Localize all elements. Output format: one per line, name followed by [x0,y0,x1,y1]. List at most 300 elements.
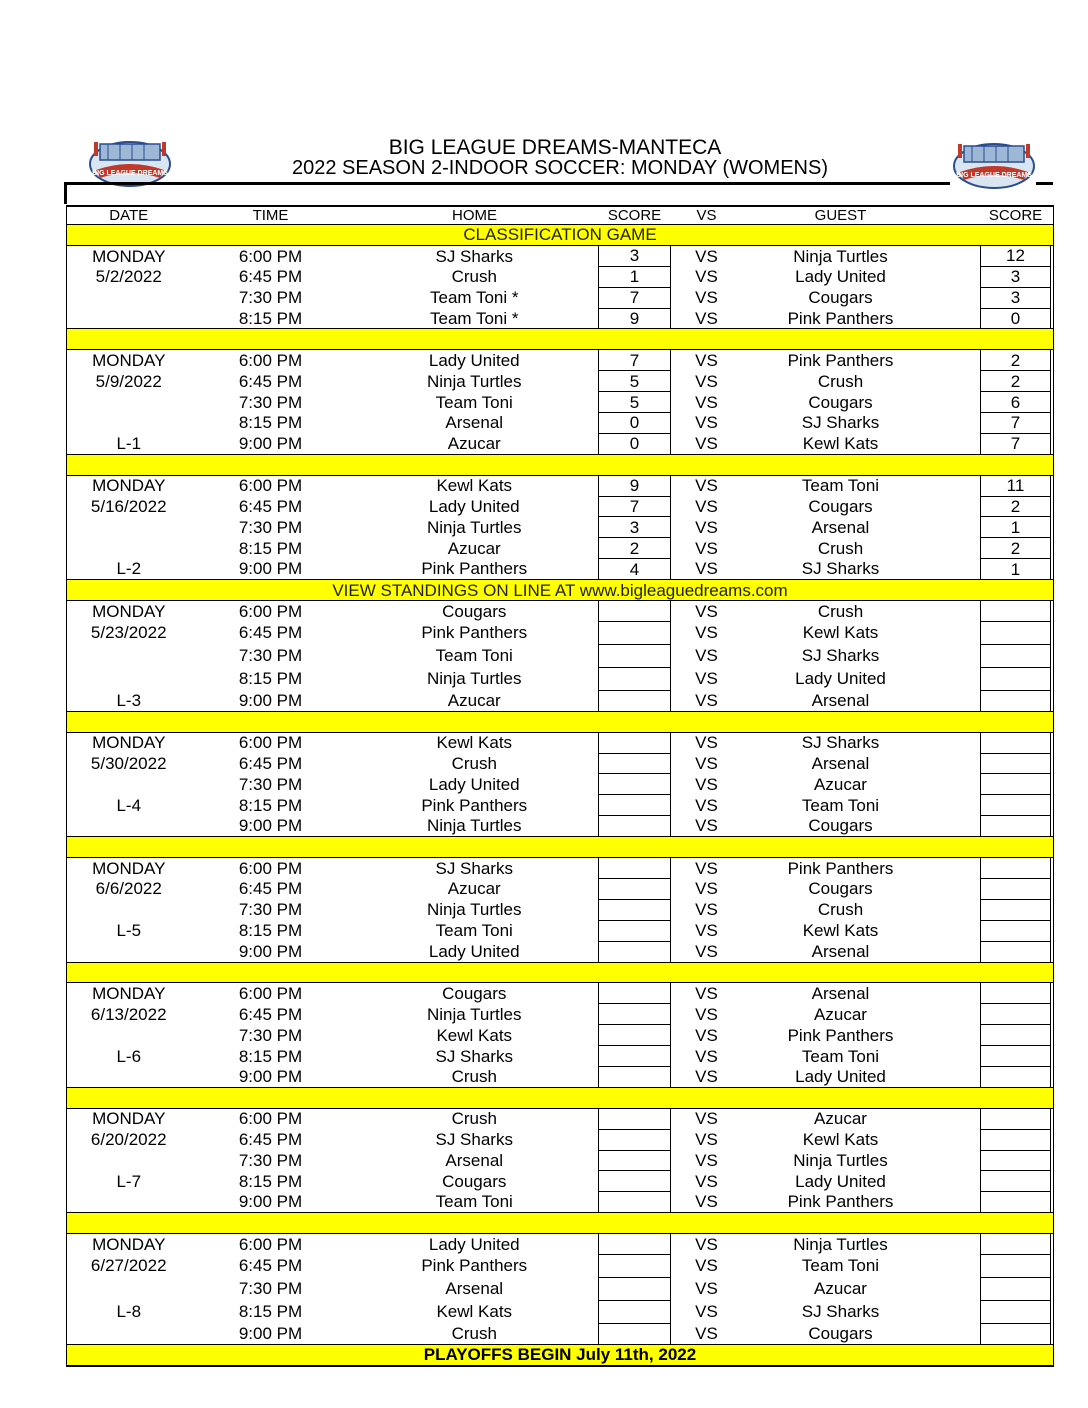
guest-team: Lady United [795,1067,886,1087]
time-cell: 7:30 PM [238,517,303,537]
time-cell: 6:45 PM [238,267,303,287]
gap-cell [953,371,981,392]
vs-cell: VS [695,774,718,794]
time-cell: 6:45 PM [238,1256,303,1276]
gap-cell [953,1192,981,1213]
vs-cell: VS [695,1109,718,1129]
date-cell: L-5 [116,921,142,941]
gap-cell [671,1129,685,1150]
gap-cell [953,644,981,667]
home-team: Arsenal [445,413,504,433]
time-cell: 9:00 PM [238,1067,303,1087]
gap-cell [953,350,981,371]
edge-cell [1051,1108,1054,1129]
guest-score [981,1254,1051,1277]
time-cell: 7:30 PM [238,774,303,794]
week-separator-row [67,1087,1054,1108]
gap-cell [671,983,685,1004]
week-separator-row [67,329,1054,350]
svg-text:BIG LEAGUE DREAMS: BIG LEAGUE DREAMS [956,172,1032,179]
edge-cell [1051,941,1054,962]
vs-cell: VS [695,1279,718,1299]
guest-score [981,858,1051,879]
gap-cell [953,308,981,329]
home-team: Cougars [442,984,507,1004]
edge-cell [1051,1129,1054,1150]
date-cell: MONDAY [92,984,166,1004]
vs-cell: VS [695,1302,718,1322]
time-cell: 9:00 PM [238,816,303,836]
time-cell: 8:15 PM [238,795,303,815]
date-cell: 6/20/2022 [90,1130,167,1150]
home-team: Ninja Turtles [427,669,522,689]
home-team: Pink Panthers [421,623,528,643]
header-tick [64,182,67,204]
home-score: 3 [599,245,671,266]
col-score-home: SCORE [599,206,671,225]
home-score [599,878,671,899]
date-cell: 5/30/2022 [90,754,167,774]
gap-cell [953,496,981,517]
home-team: Ninja Turtles [427,1004,522,1024]
home-score [599,816,671,837]
guest-score [981,667,1051,690]
gap-cell [671,1004,685,1025]
home-score [599,1025,671,1046]
gap-cell [671,732,685,753]
game-row [67,816,1054,837]
time-cell: 6:00 PM [238,601,303,621]
column-header-row [67,206,1054,225]
edge-cell [1051,690,1054,711]
vs-cell: VS [695,816,718,836]
gap-cell [671,858,685,879]
date-cell: L-7 [116,1171,142,1191]
gap-cell [671,1254,685,1277]
game-row [67,245,1054,266]
game-row [67,287,1054,308]
time-cell: 7:30 PM [238,1025,303,1045]
guest-score: 7 [981,433,1051,454]
vs-cell: VS [695,288,718,308]
guest-score: 3 [981,287,1051,308]
gap-cell [671,496,685,517]
guest-team: Lady United [795,669,886,689]
gap-cell [671,1171,685,1192]
guest-team: Cougars [808,497,873,517]
gap-cell [953,266,981,287]
gap-cell [953,1046,981,1067]
home-team: Ninja Turtles [427,517,522,537]
guest-team: Cougars [808,816,873,836]
week-separator-banner [67,1087,1054,1108]
gap-cell [671,1323,685,1344]
edge-cell [1051,1323,1054,1344]
guest-team: Pink Panthers [787,351,894,371]
game-row [67,1108,1054,1129]
game-row [67,413,1054,434]
week-separator-row [67,837,1054,858]
guest-score: 2 [981,350,1051,371]
home-score [599,1234,671,1255]
guest-score [981,774,1051,795]
gap-cell [671,774,685,795]
date-cell [67,1025,191,1046]
game-row [67,475,1054,496]
date-cell [67,517,191,538]
guest-score [981,878,1051,899]
game-row [67,1025,1054,1046]
home-team: Lady United [428,941,520,961]
guest-score [981,1108,1051,1129]
home-team: Team Toni [435,646,513,666]
home-score [599,1254,671,1277]
vs-cell: VS [695,1324,718,1344]
col-vs: VS [685,206,729,225]
guest-team: Pink Panthers [787,858,894,878]
home-team: Azucar [447,691,501,711]
home-team: Arsenal [445,1279,504,1299]
guest-team: Lady United [795,1171,886,1191]
home-score [599,621,671,644]
guest-score [981,1300,1051,1323]
game-row [67,732,1054,753]
col-home: HOME [351,206,599,225]
home-score [599,1046,671,1067]
vs-cell: VS [695,669,718,689]
gap-cell [671,245,685,266]
home-team: Azucar [447,434,501,454]
gap-cell [953,878,981,899]
gap-cell [671,1277,685,1300]
vs-cell: VS [695,476,718,496]
guest-score: 7 [981,413,1051,434]
gap-cell [671,753,685,774]
guest-team: Cougars [808,879,873,899]
guest-team: Crush [817,538,864,558]
time-cell: 6:45 PM [238,1130,303,1150]
guest-score [981,690,1051,711]
guest-score: 2 [981,496,1051,517]
home-team: Azucar [447,879,501,899]
game-row [67,795,1054,816]
game-row [67,601,1054,622]
home-score: 3 [599,517,671,538]
game-row [67,496,1054,517]
vs-cell: VS [695,921,718,941]
guest-score [981,1129,1051,1150]
gap-cell [953,983,981,1004]
date-cell: L-3 [116,691,142,711]
col-date: DATE [67,206,191,225]
gap-cell [953,1234,981,1255]
gap-cell [671,1066,685,1087]
date-cell: 6/27/2022 [90,1256,167,1276]
gap-cell [953,774,981,795]
vs-cell: VS [695,1150,718,1170]
vs-cell: VS [695,691,718,711]
gap-cell [671,308,685,329]
game-row [67,941,1054,962]
edge-cell [1051,878,1054,899]
home-score [599,732,671,753]
vs-cell: VS [695,351,718,371]
time-cell: 9:00 PM [238,1324,303,1344]
home-team: Team Toni * [429,308,519,328]
gap-cell [953,1277,981,1300]
col-edge [1051,206,1054,225]
vs-cell: VS [695,1046,718,1066]
guest-score [981,899,1051,920]
home-score [599,899,671,920]
guest-score: 3 [981,266,1051,287]
edge-cell [1051,266,1054,287]
edge-cell [1051,983,1054,1004]
home-score [599,795,671,816]
date-cell: 5/2/2022 [95,267,162,287]
guest-score [981,644,1051,667]
edge-cell [1051,517,1054,538]
game-row [67,753,1054,774]
col-time: TIME [191,206,351,225]
edge-cell [1051,1254,1054,1277]
edge-cell [1051,816,1054,837]
guest-team: Lady United [795,267,886,287]
date-cell: MONDAY [92,476,166,496]
time-cell: 8:15 PM [238,308,303,328]
guest-team: Team Toni [801,476,880,496]
time-cell: 9:00 PM [238,691,303,711]
gap-cell [671,287,685,308]
time-cell: 9:00 PM [238,941,303,961]
gap-cell [953,732,981,753]
gap-cell [953,667,981,690]
date-cell [67,1277,191,1300]
edge-cell [1051,496,1054,517]
gap-cell [671,878,685,899]
edge-cell [1051,350,1054,371]
time-cell: 8:15 PM [238,1302,303,1322]
edge-cell [1051,371,1054,392]
home-score [599,1300,671,1323]
time-cell: 7:30 PM [238,646,303,666]
week-separator-banner [67,329,1054,350]
home-score [599,601,671,622]
time-cell: 6:45 PM [238,754,303,774]
home-team: Crush [451,1324,497,1344]
vs-cell: VS [695,246,718,266]
guest-team: Arsenal [811,984,870,1004]
game-row [67,899,1054,920]
game-row [67,920,1054,941]
guest-team: Crush [817,900,864,920]
vs-cell: VS [695,1130,718,1150]
game-row [67,1234,1054,1255]
vs-cell: VS [695,517,718,537]
gap-cell [953,941,981,962]
vs-cell: VS [695,1004,718,1024]
date-cell [67,644,191,667]
guest-team: SJ Sharks [801,413,880,433]
vs-cell: VS [695,413,718,433]
week-separator-row [67,711,1054,732]
home-team: Kewl Kats [436,1025,513,1045]
home-score [599,1066,671,1087]
home-team: Crush [451,267,497,287]
guest-score [981,621,1051,644]
schedule-body [67,206,1054,1366]
home-team: SJ Sharks [435,1046,513,1066]
guest-score: 2 [981,371,1051,392]
gap-cell [671,433,685,454]
time-cell: 8:15 PM [238,921,303,941]
home-score [599,1108,671,1129]
edge-cell [1051,433,1054,454]
game-row [67,371,1054,392]
time-cell: 6:00 PM [238,351,303,371]
home-team: Lady United [428,1234,520,1254]
time-cell: 8:15 PM [238,1046,303,1066]
guest-team: Kewl Kats [802,434,879,454]
edge-cell [1051,1234,1054,1255]
home-score [599,1129,671,1150]
game-row [67,667,1054,690]
home-team: Arsenal [445,1150,504,1170]
gap-cell [671,538,685,559]
home-score [599,1323,671,1344]
time-cell: 7:30 PM [238,1279,303,1299]
home-team: Pink Panthers [421,559,528,579]
date-cell [67,1150,191,1171]
game-row [67,621,1054,644]
date-cell [67,774,191,795]
col-score-guest: SCORE [981,206,1051,225]
game-row [67,1150,1054,1171]
home-score [599,920,671,941]
gap-cell [953,816,981,837]
date-cell [67,816,191,837]
guest-team: Kewl Kats [802,623,879,643]
game-row [67,858,1054,879]
time-cell: 6:00 PM [238,733,303,753]
date-cell [67,1066,191,1087]
gap-cell [671,795,685,816]
date-cell [67,538,191,559]
home-team: SJ Sharks [435,1130,513,1150]
gap-cell [953,1108,981,1129]
edge-cell [1051,601,1054,622]
vs-cell: VS [695,538,718,558]
home-score: 4 [599,559,671,580]
home-score [599,858,671,879]
gap-cell [953,245,981,266]
edge-cell [1051,858,1054,879]
gap-cell [953,858,981,879]
guest-team: Crush [817,601,864,621]
vs-cell: VS [695,858,718,878]
vs-cell: VS [695,1234,718,1254]
guest-score [981,941,1051,962]
game-row [67,392,1054,413]
guest-team: Cougars [808,1324,873,1344]
date-cell [67,1323,191,1344]
gap-cell [671,475,685,496]
guest-score [981,601,1051,622]
home-score [599,1277,671,1300]
edge-cell [1051,538,1054,559]
game-row [67,538,1054,559]
guest-score [981,1171,1051,1192]
gap-cell [671,392,685,413]
guest-team: Ninja Turtles [793,1234,888,1254]
guest-score: 12 [981,245,1051,266]
week-separator-row [67,962,1054,983]
edge-cell [1051,1150,1054,1171]
guest-team: Ninja Turtles [793,246,888,266]
home-team: Kewl Kats [436,476,513,496]
home-team: Team Toni [435,921,513,941]
guest-team: Team Toni [801,1256,880,1276]
time-cell: 6:45 PM [238,1004,303,1024]
week-separator-row [67,1213,1054,1234]
home-score [599,941,671,962]
header-rule-right [1036,182,1053,185]
guest-score [981,1234,1051,1255]
date-cell: 5/16/2022 [90,497,167,517]
home-team: Crush [451,1067,497,1087]
date-cell [67,899,191,920]
time-cell: 8:15 PM [238,538,303,558]
game-row [67,1277,1054,1300]
time-cell: 6:45 PM [238,497,303,517]
gap-cell [671,644,685,667]
date-cell [67,287,191,308]
vs-cell: VS [695,392,718,412]
guest-team: Team Toni [801,1046,880,1066]
home-score [599,774,671,795]
time-cell: 6:00 PM [238,1234,303,1254]
home-score [599,690,671,711]
vs-cell: VS [695,941,718,961]
home-team: Lady United [428,774,520,794]
game-row [67,1004,1054,1025]
home-score: 5 [599,371,671,392]
gap-cell [953,392,981,413]
date-cell [67,413,191,434]
time-cell: 6:45 PM [238,623,303,643]
guest-team: Azucar [814,1004,867,1024]
date-cell: L-4 [116,795,142,815]
home-team: Cougars [442,601,507,621]
gap-cell [953,1171,981,1192]
gap-cell [953,475,981,496]
week-separator-banner [67,962,1054,983]
guest-score [981,732,1051,753]
home-score [599,667,671,690]
home-score: 9 [599,308,671,329]
playoffs-banner: PLAYOFFS BEGIN July 11th, 2022 [67,1344,1054,1365]
date-cell: MONDAY [92,1109,166,1129]
home-team: Ninja Turtles [427,900,522,920]
time-cell: 7:30 PM [238,1150,303,1170]
home-team: Team Toni [435,1192,513,1212]
guest-team: Kewl Kats [802,921,879,941]
gap-cell [671,266,685,287]
game-row [67,1129,1054,1150]
time-cell: 6:00 PM [238,1109,303,1129]
week-separator-banner [67,454,1054,475]
guest-score [981,1025,1051,1046]
